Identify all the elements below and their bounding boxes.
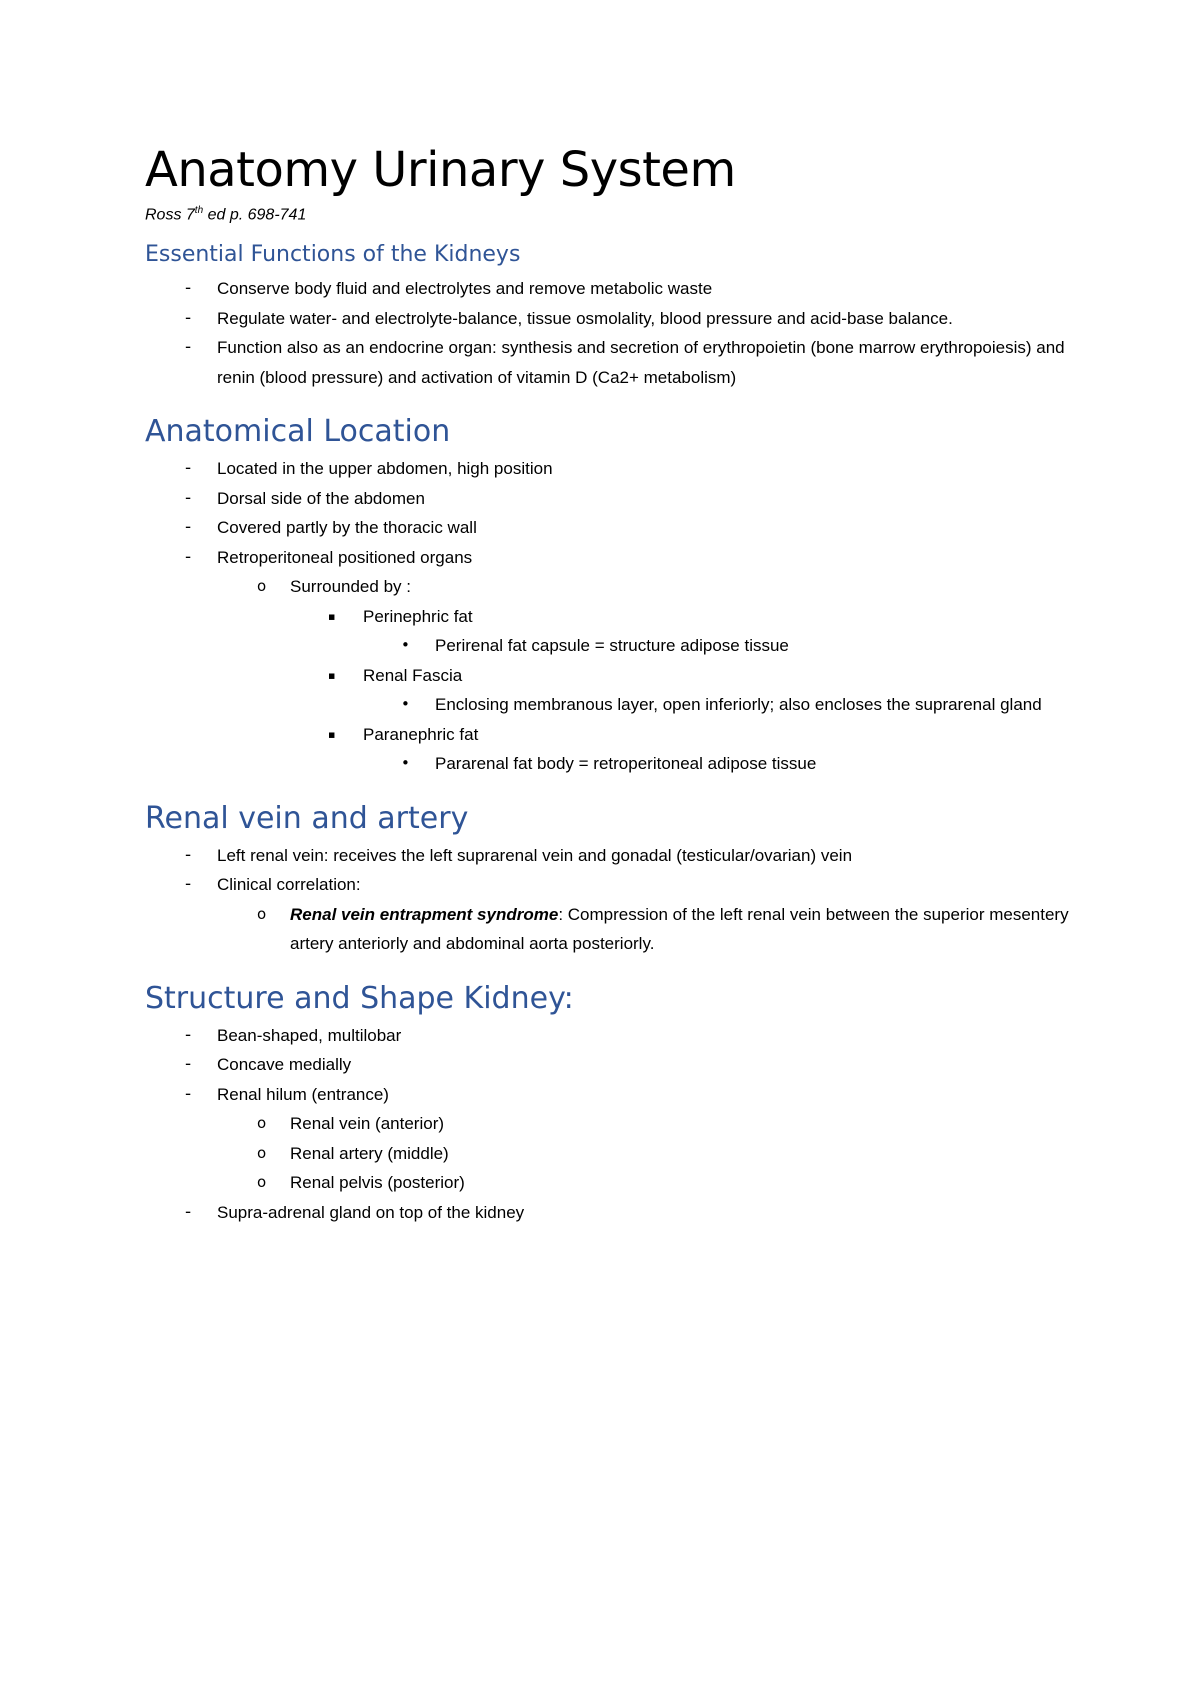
list-item: [145, 513, 1085, 543]
essential-list: [145, 274, 1085, 392]
list-item: [145, 602, 1085, 632]
list-item-text: Surrounded by :: [290, 577, 411, 597]
list-item-text: Perirenal fat capsule = structure adipose tissue: [435, 636, 789, 656]
list-item: [145, 543, 1085, 573]
list-item: [145, 484, 1085, 514]
list-item-text: Pararenal fat body = retroperitoneal adipose tissue: [435, 754, 817, 774]
list-item-text: Dorsal side of the abdomen: [217, 488, 425, 508]
dash-marker: -: [185, 1083, 192, 1104]
dash-marker: -: [185, 337, 192, 358]
list-item: [145, 1109, 1085, 1139]
list-item-text: Located in the upper abdomen, high position: [217, 459, 553, 479]
list-item-text: Perinephric fat: [363, 606, 473, 626]
dash-marker: -: [185, 546, 192, 567]
circle-marker: o: [257, 1143, 267, 1162]
list-item: [145, 1021, 1085, 1051]
circle-marker: o: [257, 1114, 267, 1133]
list-item: [145, 870, 1085, 900]
square-marker: ▪: [328, 668, 336, 682]
dash-marker: -: [185, 458, 192, 479]
list-item-text: Covered partly by the thoracic wall: [217, 518, 477, 538]
dash-marker: -: [185, 1201, 192, 1222]
renal-vessels-list: [145, 841, 1085, 959]
essential-heading: Essential Functions of the Kidneys: [145, 242, 521, 268]
list-item-text: Renal pelvis (posterior): [290, 1173, 465, 1193]
list-item-text: Bean-shaped, multilobar: [217, 1025, 402, 1045]
circle-marker: o: [257, 904, 267, 923]
list-item: [145, 720, 1085, 750]
list-item: [145, 572, 1085, 602]
syndrome-text: : Compression of the left renal vein between the superior mesentery artery anteriorly and abdominal aorta posteriorly.: [290, 904, 1069, 954]
list-item: [145, 749, 1085, 779]
dash-marker: -: [185, 844, 192, 865]
list-item: [145, 841, 1085, 871]
square-marker: ▪: [328, 727, 336, 741]
list-item-text: Paranephric fat: [363, 724, 479, 744]
dash-marker: -: [185, 874, 192, 895]
document-page: [145, 140, 1085, 1227]
list-item-text: Retroperitoneal positioned organs: [217, 547, 473, 567]
location-heading: Anatomical Location: [145, 414, 451, 450]
list-item-text: Conserve body fluid and electrolytes and remove metabolic waste: [217, 279, 713, 299]
list-item-text: Concave medially: [217, 1055, 352, 1075]
list-item-text: Function also as an endocrine organ: synthesis and secretion of erythropoietin (bone marrow erythropoiesis) and renin (blood pressure) and activation of vitamin D (Ca2+ metabolism): [217, 338, 1065, 387]
bullet-marker: •: [401, 695, 410, 714]
reference-line: [145, 200, 1085, 226]
list-item: [145, 661, 1085, 691]
dash-marker: -: [185, 487, 192, 508]
list-item: [145, 454, 1085, 484]
page-title: Anatomy Urinary System: [145, 142, 736, 198]
list-item: [145, 1198, 1085, 1228]
dash-marker: -: [185, 1054, 192, 1075]
list-item: [145, 690, 1085, 720]
syndrome-term: Renal vein entrapment syndrome: [290, 904, 559, 924]
reference-sup: th: [194, 205, 204, 216]
circle-marker: o: [257, 577, 267, 596]
list-item-text: Regulate water- and electrolyte-balance, tissue osmolality, blood pressure and acid-base balance.: [217, 308, 953, 328]
list-item: [145, 304, 1085, 334]
reference-pages: ed p. 698-741: [203, 206, 307, 224]
bullet-marker: •: [401, 636, 410, 655]
dash-marker: -: [185, 517, 192, 538]
list-item: [145, 1139, 1085, 1169]
structure-list: [145, 1021, 1085, 1228]
bullet-marker: •: [401, 754, 410, 773]
list-item: [145, 333, 1085, 392]
dash-marker: -: [185, 278, 192, 299]
list-item: [145, 1168, 1085, 1198]
square-marker: ▪: [328, 609, 336, 623]
list-item-text: Renal hilum (entrance): [217, 1084, 389, 1104]
renal-vessels-heading: Renal vein and artery: [145, 800, 469, 836]
list-item-text: Renal vein (anterior): [290, 1114, 445, 1134]
circle-marker: o: [257, 1173, 267, 1192]
dash-marker: -: [185, 307, 192, 328]
reference-author: Ross 7: [145, 206, 195, 224]
list-item: [145, 274, 1085, 304]
list-item-text: Enclosing membranous layer, open inferiorly; also encloses the suprarenal gland: [435, 695, 1042, 715]
dash-marker: -: [185, 1024, 192, 1045]
list-item-text: Left renal vein: receives the left suprarenal vein and gonadal (testicular/ovarian) vein: [217, 845, 853, 865]
list-item-text: Clinical correlation:: [217, 875, 361, 895]
list-item-text: Supra-adrenal gland on top of the kidney: [217, 1202, 525, 1222]
structure-heading: Structure and Shape Kidney:: [145, 980, 574, 1016]
list-item: [145, 631, 1085, 661]
list-item: [145, 1050, 1085, 1080]
list-item-text: Renal artery (middle): [290, 1143, 449, 1163]
list-item: [145, 1080, 1085, 1110]
list-item-text: Renal Fascia: [363, 665, 463, 685]
list-item: [145, 900, 1085, 959]
location-list: [145, 454, 1085, 779]
